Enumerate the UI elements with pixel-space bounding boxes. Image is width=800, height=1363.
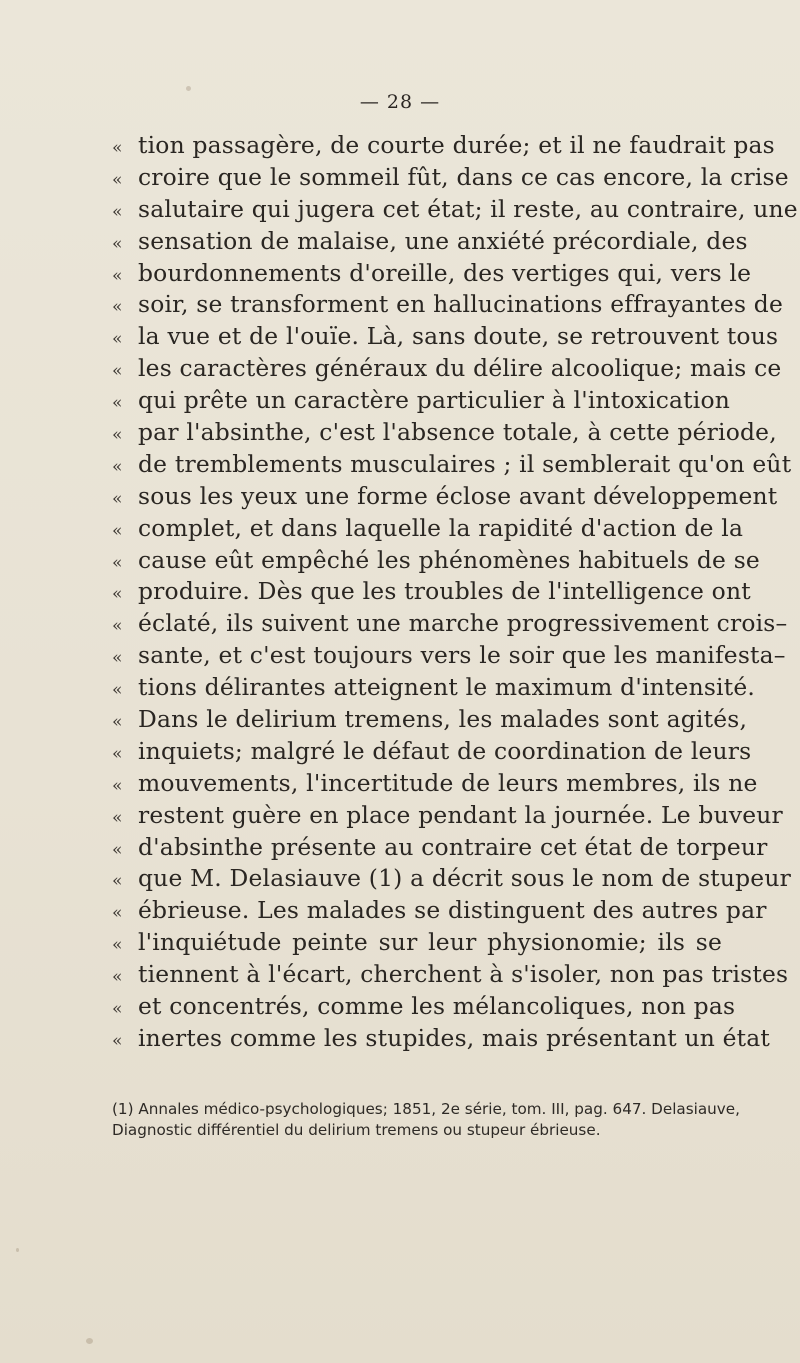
- text-line-content: l'inquiétude peinte sur leur physionomie; ils se: [138, 928, 722, 957]
- text-line-content: la vue et de l'ouïe. Là, sans doute, se retrouvent tous: [138, 322, 779, 351]
- text-line-content: complet, et dans laquelle la rapidité d'action de la: [138, 513, 744, 542]
- text-line: [112, 832, 768, 865]
- text-line-content: sensation de malaise, une anxiété précordiale, des: [138, 226, 748, 255]
- text-line-content: mouvements, l'incertitude de leurs membres, ils ne: [138, 768, 758, 797]
- quote-mark: «: [112, 552, 123, 573]
- quote-mark: «: [112, 169, 123, 190]
- text-line: [112, 864, 791, 896]
- text-line: [112, 768, 758, 801]
- text-line-content: tions délirantes atteignent le maximum d'intensité.: [138, 673, 755, 702]
- text-line-content: inquiets; malgré le défaut de coordination de leurs: [138, 736, 752, 765]
- body-text: [112, 131, 798, 1056]
- quote-mark: «: [112, 616, 123, 637]
- text-line: [112, 609, 788, 641]
- text-line-content: sante, et c'est toujours vers le soir que les manifesta–: [138, 641, 786, 670]
- footnote-line-2: Diagnostic différentiel du delirium tremens ou stupeur ébrieuse.: [112, 1121, 601, 1139]
- text-line: [112, 354, 782, 386]
- text-line-content: produire. Dès que les troubles de l'intelligence ont: [138, 577, 751, 606]
- text-line: [112, 386, 730, 418]
- text-line-content: qui prête un caractère particulier à l'intoxication: [138, 386, 730, 415]
- text-line: [112, 449, 792, 482]
- text-line: [112, 736, 752, 769]
- quote-mark: «: [112, 903, 123, 924]
- quote-mark: «: [112, 233, 123, 254]
- text-line: [112, 194, 798, 227]
- quote-mark: «: [112, 967, 123, 988]
- text-line-content: les caractères généraux du délire alcoolique; mais ce: [138, 354, 782, 383]
- quote-mark: «: [112, 807, 123, 828]
- text-line: [112, 131, 775, 163]
- text-line-content: Dans le delirium tremens, les malades sont agités,: [138, 705, 748, 734]
- quote-mark: «: [112, 425, 123, 446]
- text-line: [112, 545, 760, 578]
- quote-mark: «: [112, 361, 123, 382]
- text-line: [112, 673, 755, 705]
- text-line-content: bourdonnements d'oreille, des vertiges qui, vers le: [138, 258, 752, 287]
- text-line-content: tion passagère, de courte durée; et il ne faudrait pas: [138, 131, 775, 159]
- text-line-content: par l'absinthe, c'est l'absence totale, à cette période,: [138, 418, 777, 447]
- quote-mark: «: [112, 138, 123, 158]
- text-line: [112, 481, 778, 514]
- text-line-content: soir, se transforment en hallucinations effrayantes de: [138, 290, 784, 319]
- quote-mark: «: [112, 297, 123, 318]
- text-line: [112, 800, 783, 833]
- text-line: [112, 896, 767, 928]
- text-line: [112, 258, 752, 291]
- text-line: [112, 960, 789, 992]
- text-line-content: croire que le sommeil fût, dans ce cas encore, la crise: [138, 162, 789, 191]
- text-line: [112, 226, 748, 259]
- page-number: — 28 —: [359, 91, 441, 113]
- quote-mark: «: [112, 680, 123, 701]
- quote-mark: «: [112, 488, 123, 509]
- text-line: [112, 418, 777, 450]
- text-line-content: ébrieuse. Les malades se distinguent des autres par: [138, 896, 767, 925]
- text-line-content: salutaire qui jugera cet état; il reste, au contraire, une: [138, 194, 798, 223]
- quote-mark: «: [112, 648, 123, 669]
- text-line-content: restent guère en place pendant la journée. Le buveur: [138, 800, 783, 829]
- quote-mark: «: [112, 839, 123, 860]
- text-line-content: inertes comme les stupides, mais présentant un état: [138, 1023, 770, 1052]
- quote-mark: «: [112, 1030, 123, 1051]
- quote-mark: «: [112, 393, 123, 414]
- text-line-content: tiennent à l'écart, cherchent à s'isoler, non pas tristes: [138, 960, 789, 989]
- quote-mark: «: [112, 935, 123, 956]
- text-line: [112, 513, 744, 546]
- text-line-content: et concentrés, comme les mélancoliques, non pas: [138, 992, 736, 1021]
- text-line-content: d'absinthe présente au contraire cet état de torpeur: [138, 832, 768, 861]
- text-line-content: cause eût empêché les phénomènes habituels de se: [138, 545, 760, 574]
- text-line: [112, 1023, 770, 1056]
- paper-speck: [186, 86, 191, 91]
- quote-mark: «: [112, 712, 123, 733]
- paper-speck: [16, 1248, 19, 1252]
- quote-mark: «: [112, 520, 123, 541]
- text-line: [112, 162, 789, 195]
- quote-mark: «: [112, 201, 123, 222]
- text-line-content: éclaté, ils suivent une marche progressivement crois–: [138, 609, 788, 638]
- quote-mark: «: [112, 871, 123, 892]
- quote-mark: «: [112, 775, 123, 796]
- quote-mark: «: [112, 743, 123, 764]
- text-line: [112, 322, 779, 354]
- text-line-content: sous les yeux une forme éclose avant développement: [138, 481, 778, 510]
- quote-mark: «: [112, 265, 123, 286]
- quote-mark: «: [112, 584, 123, 605]
- quote-mark: «: [112, 456, 123, 477]
- footnote: [112, 1099, 740, 1141]
- quote-mark: «: [112, 999, 123, 1020]
- text-line: [112, 577, 751, 609]
- text-line: [112, 928, 722, 960]
- text-line: [112, 992, 736, 1024]
- paper-speck: [86, 1338, 93, 1344]
- text-line: [112, 705, 748, 737]
- text-line-content: que M. Delasiauve (1) a décrit sous le nom de stupeur: [138, 864, 791, 893]
- text-line: [112, 290, 784, 322]
- text-line-content: de tremblements musculaires ; il semblerait qu'on eût: [138, 449, 792, 478]
- footnote-line-1: (1) Annales médico-psychologiques; 1851, 2e série, tom. III, pag. 647. Delasiauve,: [112, 1100, 740, 1118]
- quote-mark: «: [112, 329, 123, 350]
- text-line: [112, 641, 786, 673]
